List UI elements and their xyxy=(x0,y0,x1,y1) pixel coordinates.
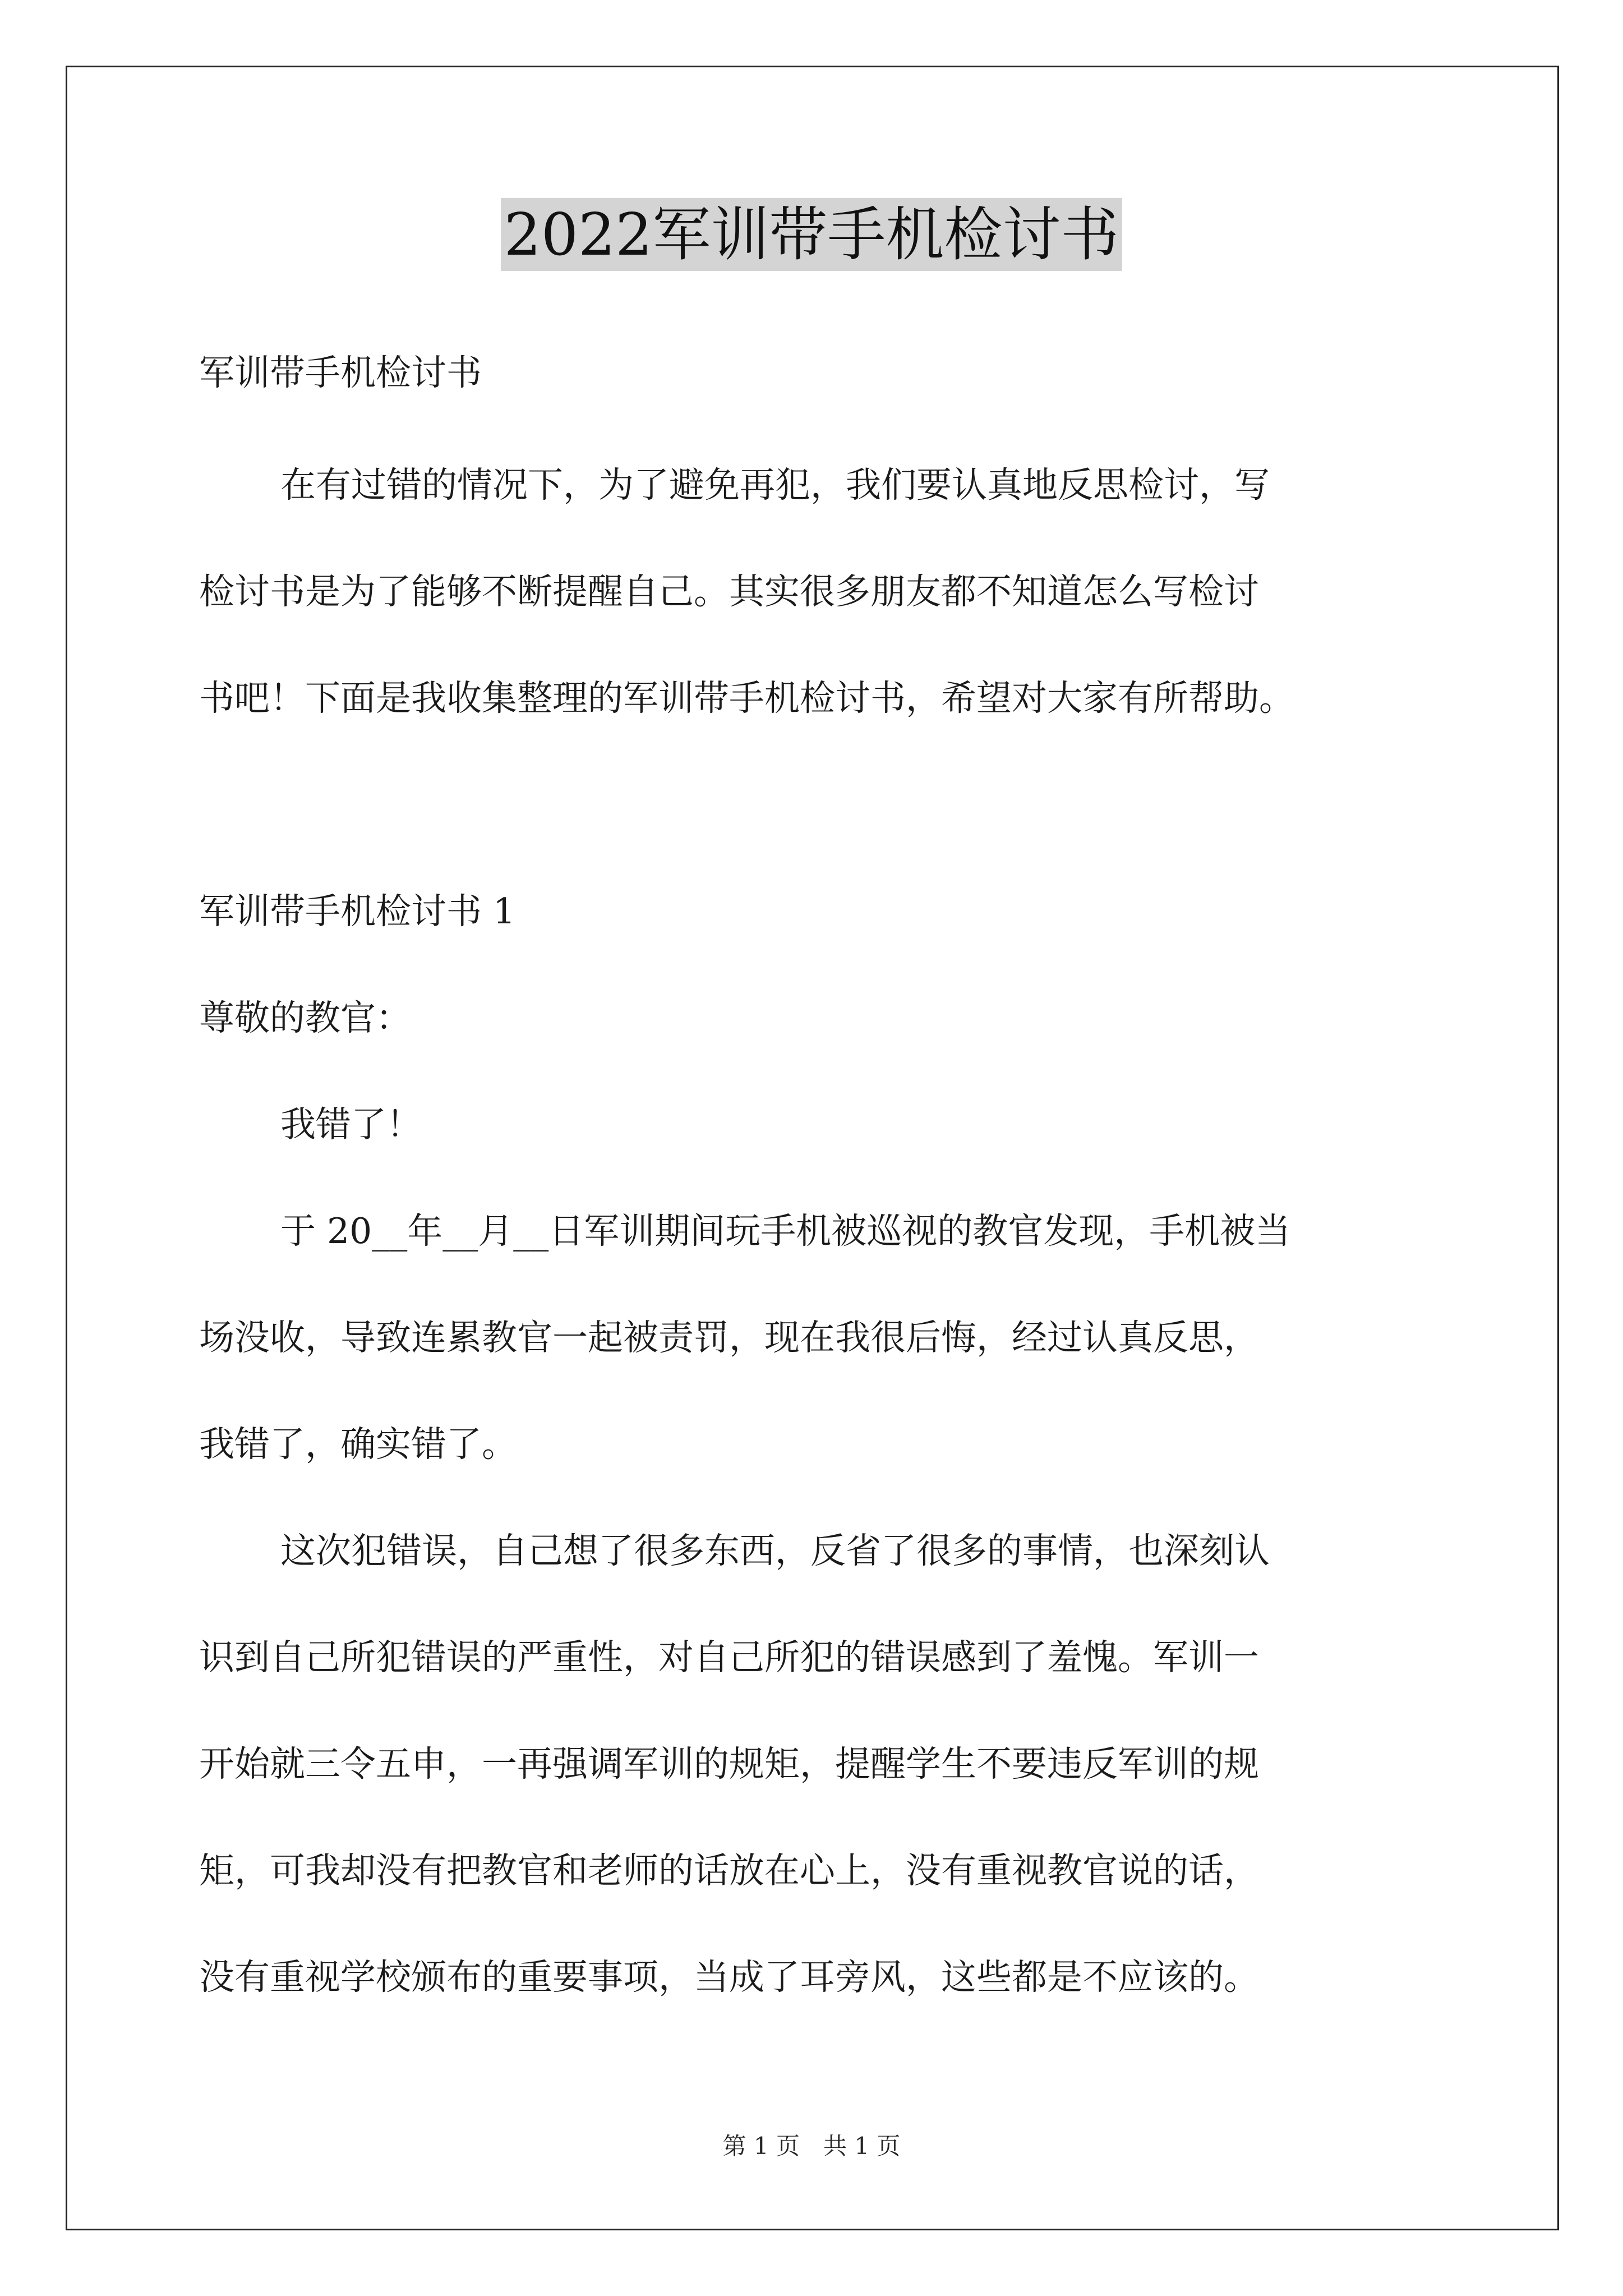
body-line: 识到自己所犯错误的严重性，对自己所犯的错误感到了羞愧。军训一 xyxy=(199,1637,1259,1678)
body-line: 矩，可我却没有把教官和老师的话放在心上，没有重视教官说的话， xyxy=(199,1850,1259,1891)
body-line: 场没收，导致连累教官一起被责罚，现在我很后悔，经过认真反思， xyxy=(199,1317,1259,1358)
body-line: 开始就三令五申，一再强调军训的规矩，提醒学生不要违反军训的规 xyxy=(199,1743,1259,1784)
body-line: 没有重视学校颁布的重要事项，当成了耳旁风，这些都是不应该的。 xyxy=(199,1957,1259,1998)
body-line: 这次犯错误，自己想了很多东西，反省了很多的事情，也深刻认 xyxy=(280,1530,1270,1571)
salutation: 尊敬的教官： xyxy=(199,997,411,1038)
document-title xyxy=(0,198,1623,271)
document-subtitle: 军训带手机检讨书 xyxy=(199,352,482,393)
body-line: 我错了，确实错了。 xyxy=(199,1424,517,1465)
intro-line: 书吧！下面是我收集整理的军训带手机检讨书，希望对大家有所帮助。 xyxy=(199,678,1294,719)
page-number-footer: 第 1 页 共 1 页 xyxy=(722,2132,901,2160)
exclamation-line: 我错了！ xyxy=(280,1104,422,1145)
document-title-text: 2022军训带手机检讨书 xyxy=(501,198,1123,271)
intro-line: 检讨书是为了能够不断提醒自己。其实很多朋友都不知道怎么写检讨 xyxy=(199,571,1259,612)
intro-line: 在有过错的情况下，为了避免再犯，我们要认真地反思检讨，写 xyxy=(280,464,1270,505)
body-line: 于 20__年__月__日军训期间玩手机被巡视的教官发现，手机被当 xyxy=(280,1211,1291,1251)
section-heading: 军训带手机检讨书 1 xyxy=(199,891,516,932)
